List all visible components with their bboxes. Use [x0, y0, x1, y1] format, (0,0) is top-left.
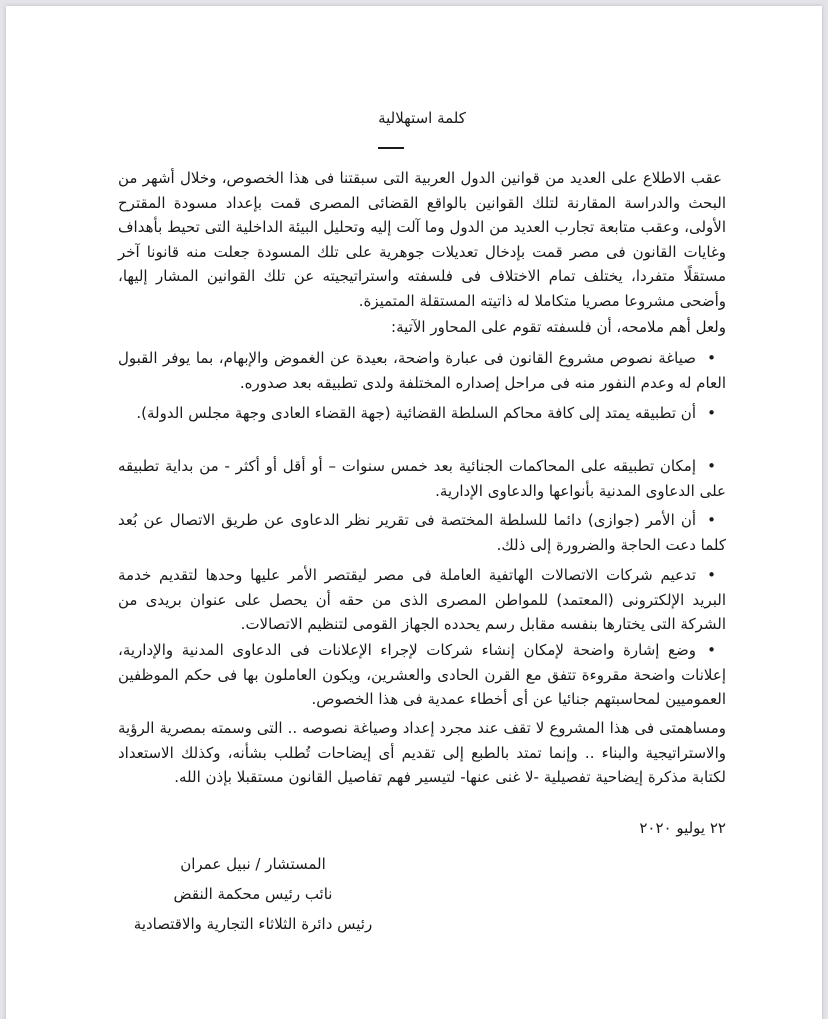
bullet-icon: • — [707, 349, 716, 367]
bullet-item — [118, 346, 726, 395]
title-underline-divider — [378, 147, 404, 149]
bullet-text: وضع إشارة واضحة لإمكان إنشاء شركات لإجراء الإعلانات فى الدعاوى المدنية والإدارية، إعلانات واضحة مقروءة تتفق مع القرن الحادى والعشرين، ويكون العاملون بها فى حكم الموظفين العموميين لمحاسبتهم جنائيا عن أى أخطاء عمدية فى هذا الخصوص. — [118, 641, 726, 708]
document-page — [6, 6, 822, 1019]
intro-paragraph: عقب الاطلاع على العديد من قوانين الدول العربية التى سبقتنا فى هذا الخصوص، وخلال أشهر من البحث والدراسة المقارنة لتلك القوانين بالواقع القضائى المصرى قمت بإعداد مسودة المقترح الأولى، وعقب متابعة تجارب العديد من الدول وما آلت إليه وتحليل البيئة الداخلية التى تحيط بأهداف وغايات القانون فى مصر قمت بإدخال تعديلات جوهرية على تلك المسودة جعلت منه قانونا آخر مستقلًا متفردا، يختلف تمام الاختلاف فى فلسفته واستراتيجيته عن تلك القوانين المشار إليها، وأضحى مشروعا مصريا متكاملا له ذاتيته المستقلة المتميزة. — [118, 169, 726, 310]
bullet-text: تدعيم شركات الاتصالات الهاتفية العاملة فى مصر ليقتصر الأمر عليها وحدها لتقديم خدمة البريد الإلكترونى (المعتمد) للمواطن المصرى الذى من حقه أن يحصل على عنوان بريدى من الشركة التى يختارها بنفسه مقابل رسم يحدده الجهاز القومى لتنظيم الاتصالات. — [118, 566, 726, 633]
bullet-icon: • — [707, 404, 716, 422]
bullet-text: إمكان تطبيقه على المحاكمات الجنائية بعد خمس سنوات – أو أقل أو أكثر - من بداية تطبيقه على الدعاوى المدنية بأنواعها والدعاوى الإدارية. — [118, 457, 726, 500]
bullet-text: صياغة نصوص مشروع القانون فى عبارة واضحة، بعيدة عن الغموض والإبهام، بما يوفر القبول العام له وعدم النفور منه فى مراحل إصداره المختلفة ولدى تطبيقه بعد صدوره. — [118, 349, 726, 392]
document-title: كلمة استهلالية — [378, 109, 466, 127]
signature-name: المستشار / نبيل عمران — [180, 855, 326, 873]
bullet-text: أن الأمر (جوازى) دائما للسلطة المختصة فى تقرير نظر الدعاوى عن طريق الاتصال عن بُعد كلما دعت الحاجة والضرورة إلى ذلك. — [118, 511, 726, 554]
bullet-text: أن تطبيقه يمتد إلى كافة محاكم السلطة القضائية (جهة القضاء العادى وجهة مجلس الدولة). — [136, 404, 696, 422]
bullet-item — [118, 454, 726, 503]
signature-position-2: رئيس دائرة الثلاثاء التجارية والاقتصادية — [133, 915, 373, 933]
bullet-icon: • — [707, 457, 716, 475]
bullet-icon: • — [707, 641, 716, 659]
bullet-icon: • — [707, 566, 716, 584]
bullet-item — [118, 638, 726, 712]
closing-paragraph: ومساهمتى فى هذا المشروع لا تقف عند مجرد إعداد وصياغة نصوصه .. التى وسمته بمصرية الرؤية والاستراتيجية والبناء .. وإنما تمتد بالطبع إلى تقديم أى إيضاحات تُطلب بشأنه، وكذلك الاستعداد لكتابة مذكرة إيضاحية تفصيلية -لا غنى عنها- لتيسير فهم تفاصيل القانون مستقبلا بإذن الله. — [118, 719, 726, 786]
signature-position-1: نائب رئيس محكمة النقض — [173, 885, 333, 903]
bullet-item — [118, 563, 726, 637]
lead-in-paragraph: ولعل أهم ملامحه، أن فلسفته تقوم على المحاور الآتية: — [391, 318, 726, 336]
document-date: ٢٢ يوليو ٢٠٢٠ — [639, 819, 726, 837]
bullet-icon: • — [707, 511, 716, 529]
bullet-item — [118, 508, 726, 557]
bullet-item — [118, 401, 726, 426]
signature-block — [118, 849, 388, 939]
